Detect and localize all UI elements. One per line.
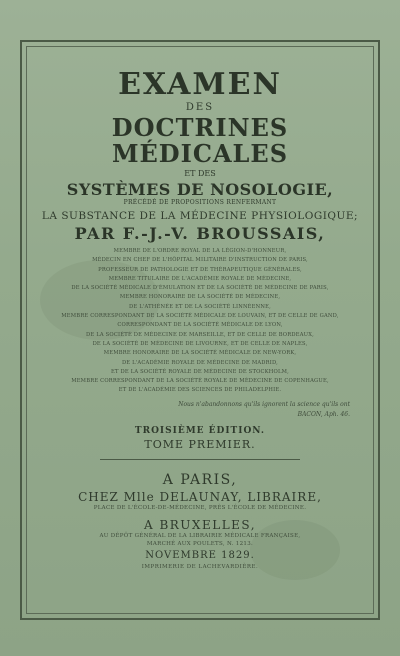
publisher-address: PLACE DE L'ÉCOLE-DE-MÉDECINE, PRÈS L'ÉCOLE DE MÉDECINE. — [93, 504, 307, 511]
title-des: DES — [185, 102, 215, 113]
edition: TROISIÈME ÉDITION. — [134, 425, 266, 436]
author-title-line: MEMBRE TITULAIRE DE L'ACADÉMIE ROYALE DE MÉDECINE, — [108, 275, 292, 282]
publication-date: NOVEMBRE 1829. — [145, 549, 255, 561]
epigraph — [30, 400, 370, 420]
city-paris: A PARIS, — [162, 471, 238, 488]
subtitle-small: PRÉCÉDÉ DE PROPOSITIONS RENFERMANT — [123, 199, 277, 206]
author-title-line: MÉDECIN EN CHEF DE L'HÔPITAL MILITAIRE D'INSTRUCTION DE PARIS, — [92, 257, 308, 264]
author-title-line: DE L'ACADÉMIE ROYALE DE MÉDECINE DE MADRID, — [121, 359, 279, 366]
tome: TOME PREMIER. — [144, 437, 256, 451]
brussels-depot: AU DÉPÔT GÉNÉRAL DE LA LIBRAIRIE MÉDICALE FRANÇAISE, — [99, 532, 301, 539]
printer: IMPRIMERIE DE LACHEVARDIÈRE. — [141, 563, 259, 570]
title-systemes: SYSTÈMES DE NOSOLOGIE, — [66, 180, 334, 199]
author: PAR F.-J.-V. BROUSSAIS, — [74, 224, 326, 243]
author-title-line: DE LA SOCIÉTÉ DE MÉDECINE DE LIVOURNE, ET DE CELLE DE NAPLES, — [92, 340, 308, 347]
subtitle: LA SUBSTANCE DE LA MÉDECINE PHYSIOLOGIQUE; — [41, 210, 359, 222]
author-titles — [30, 247, 370, 396]
city-bruxelles: A BRUXELLES, — [143, 517, 257, 532]
author-title-line: MEMBRE DE L'ORDRE ROYAL DE LA LÉGION-D'HONNEUR, — [113, 248, 287, 254]
author-title-line: ET DE L'ACADÉMIE DES SCIENCES DE PHILADELPHIE. — [118, 387, 282, 394]
epigraph-source: BACON, Aph. 46. — [297, 410, 350, 418]
author-title-line: MEMBRE CORRESPONDANT DE LA SOCIÉTÉ ROYALE DE MÉDECINE DE COPENHAGUE, — [71, 378, 329, 385]
author-title-line: DE LA SOCIÉTÉ MÉDICALE D'ÉMULATION ET DE LA SOCIÉTÉ DE MÉDECINE DE PARIS, — [71, 285, 329, 292]
title-et-des: ET DES — [184, 169, 216, 178]
epigraph-quote: Nous n'abandonnons qu'ils ignorent la science qu'ils ont — [178, 400, 350, 408]
title-examen: EXAMEN — [118, 67, 282, 102]
author-title-line: DE L'ATHÉNÉE ET DE LA SOCIÉTÉ LINNÉENNE, — [129, 303, 271, 310]
brussels-address: MARCHÉ AUX POULETS, N. 1213. — [146, 540, 254, 547]
author-title-line: PROFESSEUR DE PATHOLOGIE ET DE THÉRAPEUTIQUE GÉNÉRALES, — [98, 266, 302, 273]
divider-rule — [100, 459, 300, 460]
author-title-line: MEMBRE CORRESPONDANT DE LA SOCIÉTÉ MÉDICALE DE LOUVAIN, ET DE CELLE DE GAND, — [61, 313, 339, 320]
cover-text — [30, 67, 370, 570]
author-title-line: MEMBRE HONORAIRE DE LA SOCIÉTÉ MÉDICALE DE NEW-YORK, — [103, 350, 297, 357]
author-title-line: DE LA SOCIÉTÉ DE MÉDECINE DE MARSEILLE, ET DE CELLE DE BORDEAUX, — [86, 331, 314, 338]
publisher: CHEZ Mlle DELAUNAY, LIBRAIRE, — [78, 489, 322, 504]
author-title-line: MEMBRE HONORAIRE DE LA SOCIÉTÉ DE MÉDECINE, — [119, 294, 281, 301]
author-title-line: CORRESPONDANT DE LA SOCIÉTÉ MÉDICALE DE LYON, — [117, 322, 283, 329]
author-title-line: ET DE LA SOCIÉTÉ ROYALE DE MÉDECINE DE STOCKHOLM, — [111, 368, 289, 375]
title-doctrines: DOCTRINES MÉDICALES — [111, 113, 289, 168]
